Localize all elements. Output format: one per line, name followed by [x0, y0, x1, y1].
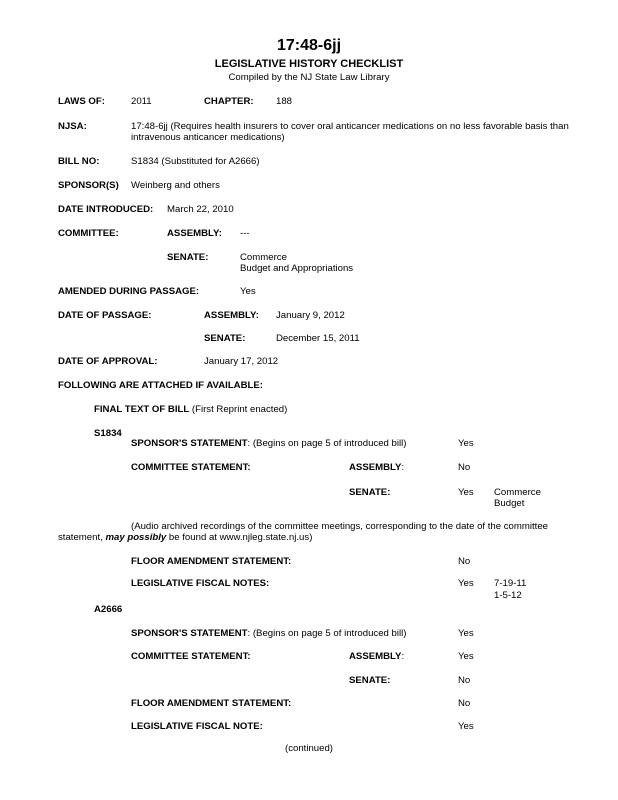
- passage-senate-value: December 15, 2011: [276, 333, 360, 344]
- s1834-senate-label: SENATE:: [349, 487, 391, 498]
- a2666-label: A2666: [94, 604, 123, 615]
- audio-note-emphasis: may possibly: [105, 532, 167, 543]
- passage-senate-label: SENATE:: [204, 333, 246, 344]
- a2666-sponsor-statement-label: SPONSOR'S STATEMENT: [131, 628, 248, 639]
- s1834-sponsor-statement-value: Yes: [458, 438, 474, 449]
- a2666-fiscal-note-value: Yes: [458, 721, 474, 732]
- a2666-assembly-label: ASSEMBLY: [349, 651, 402, 662]
- continued-note: (continued): [285, 743, 333, 754]
- laws-of-value: 2011: [131, 96, 152, 107]
- date-of-passage-label: DATE OF PASSAGE:: [58, 310, 152, 321]
- audio-note-part-c: be found at www.njleg.state.nj.us): [166, 532, 313, 543]
- committee-assembly-value: ---: [240, 228, 250, 239]
- s1834-senate-note-2: Budget: [494, 498, 525, 509]
- a2666-floor-amendment-label: FLOOR AMENDMENT STATEMENT:: [131, 698, 292, 709]
- s1834-sponsor-statement: [131, 438, 406, 449]
- a2666-senate-value: No: [458, 675, 471, 686]
- a2666-sponsor-statement-value: Yes: [458, 628, 474, 639]
- date-of-approval-label: DATE OF APPROVAL:: [58, 356, 158, 367]
- bill-no-value: S1834 (Substituted for A2666): [131, 156, 260, 167]
- committee-senate-value-1: Commerce: [240, 252, 287, 263]
- s1834-sponsor-statement-label: SPONSOR'S STATEMENT: [131, 438, 248, 449]
- njsa-label: NJSA:: [58, 121, 87, 132]
- compiled-by-note: Compiled by the NJ State Law Library: [228, 72, 390, 83]
- final-text-label: FINAL TEXT OF BILL: [94, 404, 190, 415]
- passage-assembly-label: ASSEMBLY:: [204, 310, 259, 321]
- s1834-fiscal-notes-label: LEGISLATIVE FISCAL NOTES:: [131, 578, 270, 589]
- a2666-assembly-colon: :: [401, 651, 405, 662]
- audio-note-line-1: (Audio archived recordings of the committee meetings, corresponding to the date of the committee: [131, 521, 549, 532]
- final-text-line: [94, 404, 287, 415]
- date-of-approval-value: January 17, 2012: [204, 356, 279, 367]
- chapter-label: CHAPTER:: [204, 96, 254, 107]
- date-introduced-label: DATE INTRODUCED:: [58, 204, 154, 215]
- a2666-sponsor-statement: [131, 628, 406, 639]
- s1834-sponsor-statement-note: : (Begins on page 5 of introduced bill): [247, 438, 407, 449]
- bill-no-label: BILL NO:: [58, 156, 100, 167]
- committee-senate-value-2: Budget and Appropriations: [240, 263, 354, 274]
- a2666-assembly-value: Yes: [458, 651, 474, 662]
- a2666-assembly-line: [349, 651, 404, 662]
- njsa-value-line2: intravenous anticancer medications): [131, 132, 285, 143]
- audio-note-part-a: statement,: [58, 532, 106, 543]
- s1834-committee-statement-label: COMMITTEE STATEMENT:: [131, 462, 251, 473]
- s1834-fiscal-note-date-2: 1-5-12: [494, 590, 522, 601]
- a2666-floor-amendment-value: No: [458, 698, 471, 709]
- laws-of-label: LAWS OF:: [58, 96, 105, 107]
- a2666-sponsor-statement-note: : (Begins on page 5 of introduced bill): [247, 628, 407, 639]
- amended-label: AMENDED DURING PASSAGE:: [58, 286, 200, 297]
- s1834-fiscal-notes-value: Yes: [458, 578, 474, 589]
- s1834-floor-amendment-value: No: [458, 556, 471, 567]
- njsa-value-line1: 17:48-6jj (Requires health insurers to cover oral anticancer medications on no less favorable basis than: [131, 121, 569, 132]
- sponsors-value: Weinberg and others: [131, 180, 220, 191]
- amended-value: Yes: [240, 286, 256, 297]
- date-introduced-value: March 22, 2010: [167, 204, 234, 215]
- a2666-committee-statement-label: COMMITTEE STATEMENT:: [131, 651, 251, 662]
- s1834-senate-value: Yes: [458, 487, 474, 498]
- passage-assembly-value: January 9, 2012: [276, 310, 345, 321]
- final-text-note: (First Reprint enacted): [191, 404, 288, 415]
- committee-assembly-label: ASSEMBLY:: [167, 228, 222, 239]
- s1834-label: S1834: [94, 428, 122, 439]
- s1834-fiscal-note-date-1: 7-19-11: [494, 578, 527, 589]
- committee-label: COMMITTEE:: [58, 228, 119, 239]
- a2666-fiscal-note-label: LEGISLATIVE FISCAL NOTE:: [131, 721, 263, 732]
- chapter-value: 188: [276, 96, 293, 107]
- s1834-assembly-colon: :: [401, 462, 405, 473]
- sponsors-label: SPONSOR(S): [58, 180, 119, 191]
- audio-note-line-2: [58, 532, 312, 543]
- s1834-assembly-value: No: [458, 462, 471, 473]
- s1834-assembly-label: ASSEMBLY: [349, 462, 402, 473]
- committee-senate-label: SENATE:: [167, 252, 209, 263]
- s1834-assembly-line: [349, 462, 404, 473]
- attached-heading: FOLLOWING ARE ATTACHED IF AVAILABLE:: [58, 380, 263, 391]
- s1834-floor-amendment-label: FLOOR AMENDMENT STATEMENT:: [131, 556, 292, 567]
- a2666-senate-label: SENATE:: [349, 675, 391, 686]
- document-subtitle: LEGISLATIVE HISTORY CHECKLIST: [214, 58, 404, 70]
- page-title: 17:48-6jj: [276, 37, 342, 54]
- s1834-senate-note-1: Commerce: [494, 487, 541, 498]
